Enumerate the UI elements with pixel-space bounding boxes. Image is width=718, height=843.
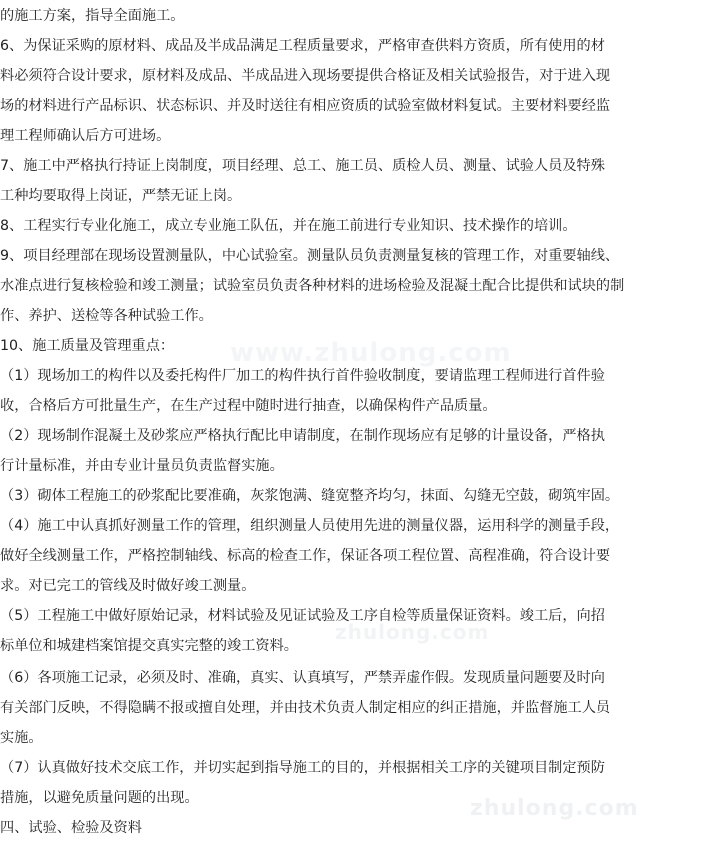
text-line: 8、工程实行专业化施工，成立专业施工队伍，并在施工前进行专业知识、技术操作的培训。: [0, 218, 577, 234]
text-line: （6）各项施工记录，必须及时、准确，真实、认真填写，严禁弄虚作假。发现质量问题要及时向: [0, 670, 605, 686]
text-line: 的施工方案，指导全面施工。: [0, 8, 185, 24]
section-heading: 四、试验、检验及资料: [0, 820, 142, 836]
text-line: 标单位和城建档案馆提交真实完整的竣工资料。: [0, 638, 298, 654]
text-line: 工种均要取得上岗证，严禁无证上岗。: [0, 188, 242, 204]
text-line: 理工程师确认后方可进场。: [0, 128, 171, 144]
text-line: （3）砌体工程施工的砂浆配比要准确，灰浆饱满、缝宽整齐均匀，抹面、勾缝无空鼓，砌筑牢固。: [0, 488, 620, 504]
watermark: www.zhulong.com: [230, 338, 512, 368]
text-line: （5）工程施工中做好原始记录，材料试验及见证试验及工序自检等质量保证资料。竣工后，向招: [0, 608, 605, 624]
text-line: 行计量标准，并由专业计量员负责监督实施。: [0, 458, 284, 474]
text-line: （2）现场制作混凝土及砂浆应严格执行配比申请制度，在制作现场应有足够的计量设备，严格执: [0, 428, 605, 444]
text-line: 料必须符合设计要求，原材料及成品、半成品进入现场要提供合格证及相关试验报告，对于进入现: [0, 68, 611, 84]
watermark: zhulong.com: [470, 796, 639, 821]
text-line: 实施。: [0, 730, 43, 746]
text-line: 水准点进行复核检验和竣工测量；试验室员负责各种材料的进场检验及混凝土配合比提供和试块的制: [0, 278, 625, 294]
text-line: 措施，以避免质量问题的出现。: [0, 790, 199, 806]
text-line: （7）认真做好技术交底工作，并切实起到指导施工的目的，并根据相关工序的关键项目制定预防: [0, 760, 605, 776]
text-line: 有关部门反映，不得隐瞒不报或擅自处理，并由技术负责人制定相应的纠正措施，并监督施工人员: [0, 700, 611, 716]
text-line: 6、为保证采购的原材料、成品及半成品满足工程质量要求，严格审查供料方资质，所有使用的材: [0, 38, 605, 54]
text-line: 做好全线测量工作，严格控制轴线、标高的检查工作，保证各项工程位置、高程准确，符合设计要: [0, 548, 611, 564]
text-line: 作、养护、送检等各种试验工作。: [0, 308, 213, 324]
text-line: （1）现场加工的构件以及委托构件厂加工的构件执行首件验收制度，要请监理工程师进行首件验: [0, 368, 605, 384]
text-line: 收，合格后方可批量生产，在生产过程中随时进行抽查，以确保构件产品质量。: [0, 398, 497, 414]
watermark: zhulong.com: [335, 620, 490, 644]
text-line: 场的材料进行产品标识、状态标识、并及时送往有相应资质的试验室做材料复试。主要材料要经监: [0, 98, 611, 114]
text-line: 9、项目经理部在现场设置测量队，中心试验室。测量队员负责测量复核的管理工作，对重要轴线、: [0, 248, 620, 264]
text-line: 7、施工中严格执行持证上岗制度，项目经理、总工、施工员、质检人员、测量、试验人员及特殊: [0, 158, 605, 174]
text-line: （4）施工中认真抓好测量工作的管理，组织测量人员使用先进的测量仪器，运用科学的测量手段，: [0, 518, 620, 534]
section-heading: 10、施工质量及管理重点：: [0, 338, 175, 354]
text-line: 求。对已完工的管线及时做好竣工测量。: [0, 578, 256, 594]
